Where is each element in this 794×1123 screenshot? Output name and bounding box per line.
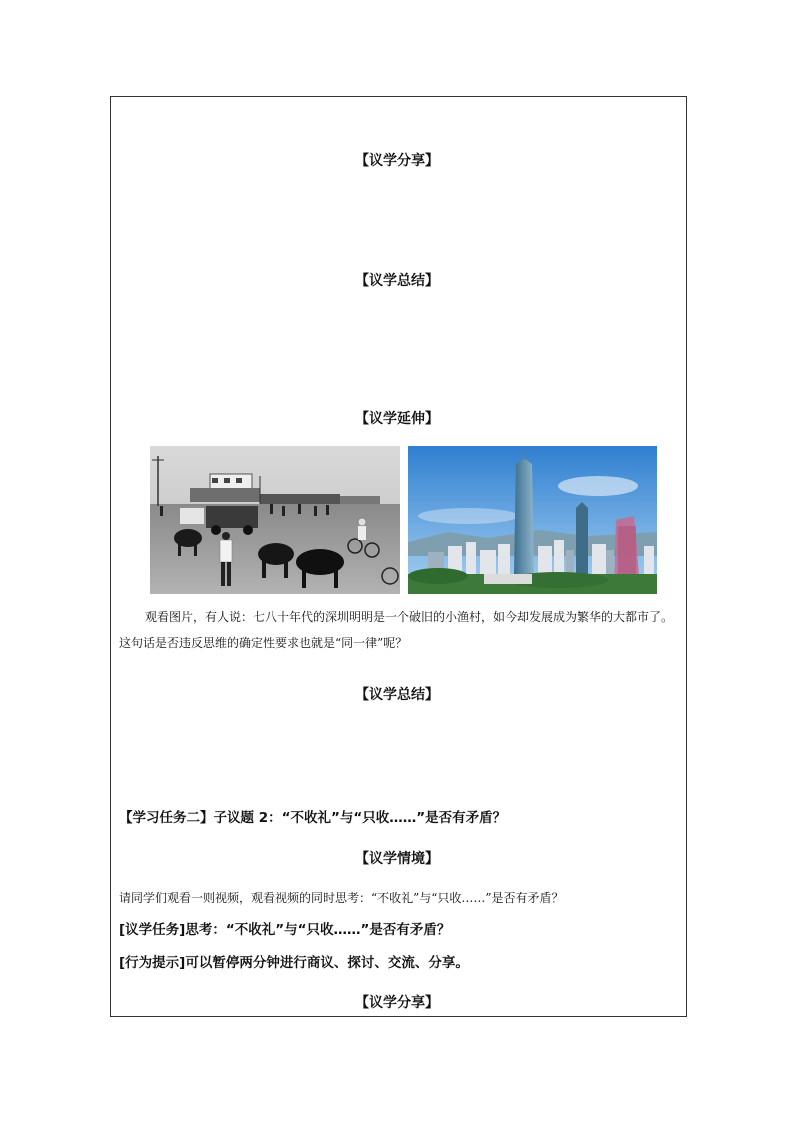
share-heading: 【议学分享】 bbox=[355, 153, 439, 169]
situation-paragraph: 请同学们观看一则视频，观看视频的同时思考：“不收礼”与“只收……”是否有矛盾？ bbox=[119, 891, 564, 905]
learning-task-2-title: 【学习任务二】子议题 2：“不收礼”与“只收……”是否有矛盾？ bbox=[119, 810, 507, 826]
modern-shenzhen-skyline-photo bbox=[408, 446, 657, 594]
situation-heading: 【议学情境】 bbox=[355, 851, 439, 867]
behavior-hint-line: [行为提示]可以暂停两分钟进行商议、探讨、交流、分享。 bbox=[119, 955, 469, 971]
share-heading-2: 【议学分享】 bbox=[355, 995, 439, 1011]
old-shenzhen-photo bbox=[150, 446, 400, 594]
summary-heading-2: 【议学总结】 bbox=[355, 687, 439, 703]
extension-heading: 【议学延伸】 bbox=[355, 411, 439, 427]
extension-paragraph: 观看图片，有人说：七八十年代的深圳明明是一个破旧的小渔村，如今却发展成为繁华的大都市了。这句话是否违反思维的确定性要求也就是“同一律”呢？ bbox=[119, 610, 674, 650]
summary-heading: 【议学总结】 bbox=[355, 273, 439, 289]
discussion-task-line: [议学任务]思考：“不收礼”与“只收……”是否有矛盾？ bbox=[119, 922, 451, 938]
